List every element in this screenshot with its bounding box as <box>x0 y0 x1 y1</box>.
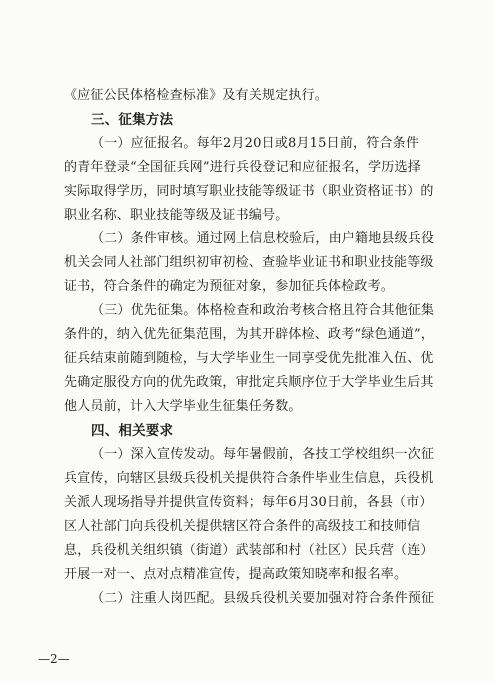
body-line: 先确定服役方向的优先政策，审批定兵顺序位于大学毕业生后其 <box>64 375 434 390</box>
body-line: 《应征公民体格检查标准》及有关规定执行。 <box>64 88 329 103</box>
body-line: 机关会同人社部门组织初审初检、查验毕业证书和职业技能等级 <box>64 255 434 270</box>
section-heading-related-requirements: 四、相关要求 <box>91 423 174 439</box>
body-line: 兵宣传，向辖区县级兵役机关提供符合条件毕业生信息，兵役机 <box>64 471 434 486</box>
body-line: 证书，符合条件的确定为预征对象，参加征兵体检政考。 <box>64 279 395 294</box>
body-line: 条件的，纳入优先征集范围，为其开辟体检、政考“绿色通道”， <box>64 327 435 342</box>
body-line: （二）注重人岗匹配。县级兵役机关要加强对符合条件预征 <box>91 591 435 606</box>
body-line: 区人社部门向兵役机关提供辖区符合条件的高级技工和技师信 <box>64 519 421 534</box>
body-line: （一）深入宣传发动。每年暑假前，各技工学校组织一次征 <box>91 447 435 462</box>
body-line: （三）优先征集。体格检查和政治考核合格且符合其他征集 <box>91 303 435 318</box>
body-line: 征兵结束前随到随检，与大学毕业生一同享受优先批准入伍、优 <box>64 351 434 366</box>
page-number: —2— <box>38 652 70 666</box>
body-line: （一）应征报名。每年2月20日或8月15日前，符合条件 <box>91 136 420 151</box>
section-heading-collection-method: 三、征集方法 <box>91 112 174 128</box>
body-line: 开展一对一、点对点精准宣传，提高政策知晓率和报名率。 <box>64 567 408 582</box>
body-line: 关派人现场指导并提供宣传资料；每年6月30日前，各县（市） <box>64 495 433 510</box>
body-line: （二）条件审核。通过网上信息校验后，由户籍地县级兵役 <box>91 231 435 246</box>
body-line: 职业名称、职业技能等级及证书编号。 <box>64 208 289 223</box>
body-line: 的青年登录“全国征兵网”进行兵役登记和应征报名，学历选择 <box>64 160 421 175</box>
body-line: 息，兵役机关组织镇（街道）武装部和村（社区）民兵营（连） <box>64 543 434 558</box>
body-line: 实际取得学历，同时填写职业技能等级证书（职业资格证书）的 <box>64 184 434 199</box>
body-line: 他人员前，计入大学毕业生征集任务数。 <box>64 399 302 414</box>
